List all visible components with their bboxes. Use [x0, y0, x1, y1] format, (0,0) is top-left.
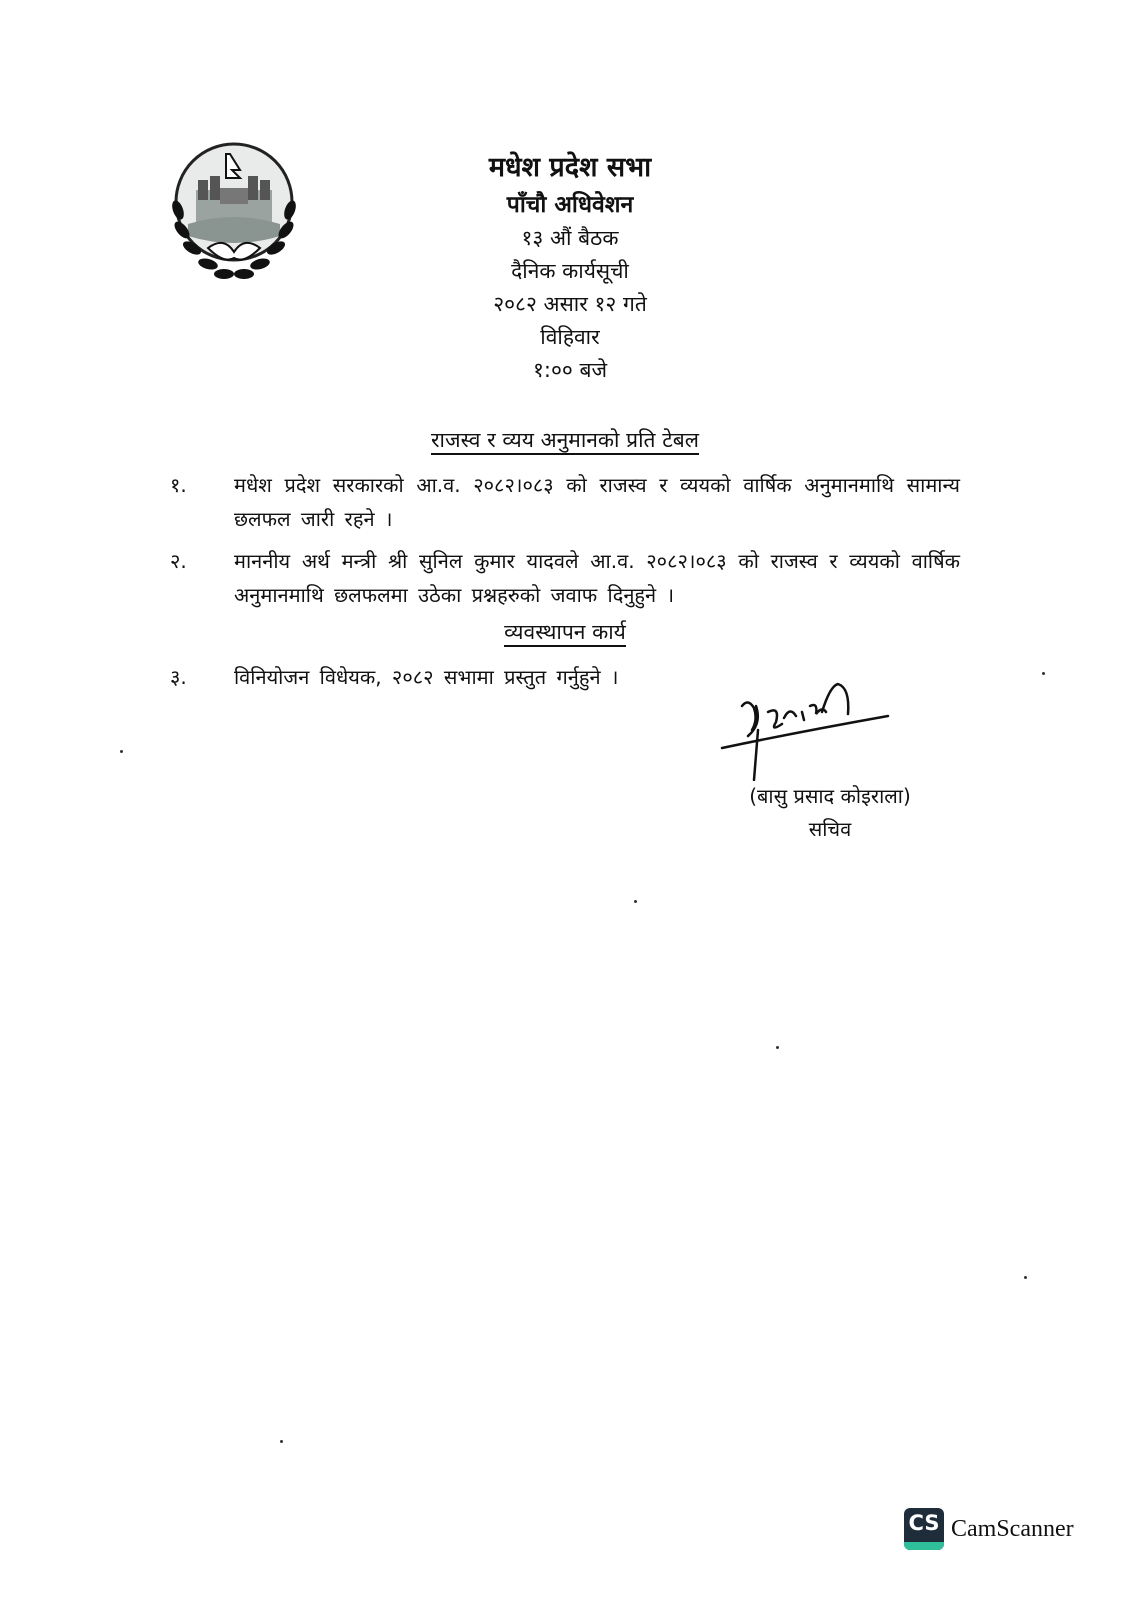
provincial-assembly-emblem-icon — [168, 140, 300, 288]
scan-speck — [120, 750, 123, 753]
meeting-time: १:०० बजे — [532, 358, 608, 382]
item-number: २. — [170, 549, 187, 573]
scan-speck — [776, 1046, 779, 1049]
signatory-title: सचिव — [808, 817, 852, 841]
scan-speck — [1024, 1276, 1027, 1279]
item-number: १. — [170, 473, 187, 497]
section-heading-text: व्यवस्थापन कार्य — [504, 620, 626, 647]
document-type: दैनिक कार्यसूची — [511, 259, 629, 283]
scan-speck — [634, 900, 637, 903]
camscanner-label: CamScanner — [951, 1515, 1074, 1542]
item-text: मधेश प्रदेश सरकारको आ.व. २०८२।०८३ को राजस्व र व्ययको वार्षिक अनुमानमाथि सामान्य छलफल जारी रहने । — [234, 473, 960, 531]
item-text: माननीय अर्थ मन्त्री श्री सुनिल कुमार यादवले आ.व. २०८२।०८३ को राजस्व र व्ययको वार्षिक अनुमानमाथि छलफलमा उठेका प्रश्नहरुको जवाफ दिनुहुने । — [234, 549, 960, 607]
section-heading-budget — [0, 426, 1130, 454]
signature-icon — [718, 676, 898, 781]
meeting-weekday: विहिवार — [540, 325, 600, 349]
assembly-name: मधेश प्रदेश सभा — [488, 152, 652, 183]
signatory-block — [700, 780, 960, 846]
item-number: ३. — [170, 665, 187, 689]
scan-speck — [280, 1440, 283, 1443]
section-heading-legislation — [0, 618, 1130, 646]
meeting-number: १३ औं बैठक — [521, 226, 619, 250]
signatory-name: (बासु प्रसाद कोइराला) — [749, 784, 911, 808]
camscanner-watermark — [904, 1508, 1074, 1550]
agenda-item-2 — [170, 544, 960, 612]
agenda-item-1 — [170, 468, 960, 536]
camscanner-logo-icon: CS — [904, 1508, 944, 1550]
section-heading-text: राजस्व र व्यय अनुमानको प्रति टेबल — [431, 428, 699, 455]
item-text: विनियोजन विधेयक, २०८२ सभामा प्रस्तुत गर्नुहुने । — [234, 665, 619, 689]
meeting-date: २०८२ असार १२ गते — [493, 292, 647, 316]
scan-speck — [1042, 672, 1045, 675]
session-name: पाँचौ अधिवेशन — [506, 192, 634, 218]
agenda-header — [380, 148, 760, 387]
